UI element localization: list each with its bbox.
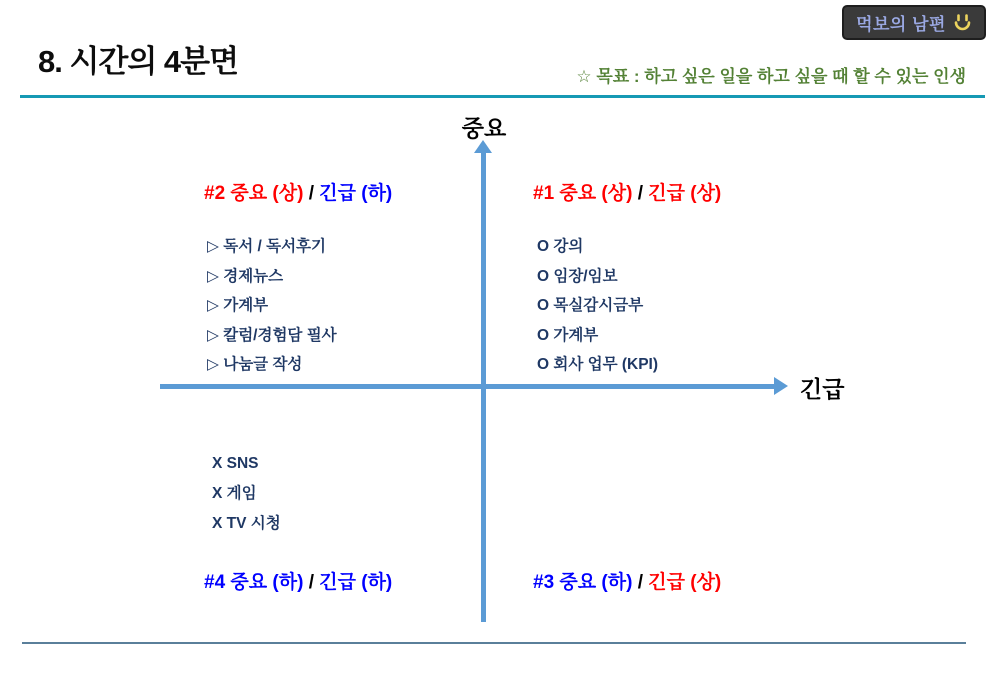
- quadrant4-heading-part2: 긴급 (하): [319, 572, 393, 593]
- goal-subtitle: ☆ 목표 : 하고 싶은 일을 하고 싶을 때 할 수 있는 인생: [576, 67, 966, 86]
- smiley-icon: [953, 13, 972, 32]
- quadrant2-heading-part2: 긴급 (하): [319, 183, 393, 204]
- quadrant3-heading-sep: /: [632, 572, 649, 593]
- list-item: O 목실감시금부: [537, 297, 644, 315]
- page-title: 8. 시간의 4분면: [38, 44, 239, 79]
- quadrant1-heading-part1: #1 중요 (상): [533, 183, 633, 204]
- quadrant4-heading-part1: #4 중요 (하): [204, 572, 304, 593]
- quadrant4-heading-sep: /: [303, 572, 320, 593]
- list-item: O 강의: [537, 238, 584, 255]
- list-item: O 임장/임보: [537, 267, 618, 285]
- quadrant2-heading-part1: #2 중요 (상): [204, 183, 304, 204]
- quadrant3-heading: [533, 567, 721, 594]
- logo-text: 먹보의 남편: [856, 15, 946, 34]
- list-item: X 게임: [212, 485, 257, 502]
- quadrant1-heading-sep: /: [632, 183, 649, 204]
- list-item: ▷ 나눔글 작성: [207, 356, 303, 374]
- list-item: O 가계부: [537, 326, 599, 344]
- quadrant1-heading: [533, 178, 721, 205]
- quadrant2-heading: [204, 178, 392, 205]
- list-item: ▷ 칼럼/경험담 필사: [207, 326, 337, 344]
- quadrant1-list: [537, 232, 658, 380]
- list-item: ▷ 경제뉴스: [207, 267, 284, 285]
- quadrant3-heading-part1: #3 중요 (하): [533, 572, 633, 593]
- list-item: O 회사 업무 (KPI): [537, 356, 659, 374]
- quadrant4-heading: [204, 567, 392, 594]
- list-item: ▷ 독서 / 독서후기: [207, 238, 326, 255]
- y-axis-label: 중요: [461, 115, 507, 141]
- header-divider: [20, 95, 985, 98]
- quadrant1-heading-part2: 긴급 (상): [648, 183, 722, 204]
- quadrant3-heading-part2: 긴급 (상): [648, 572, 722, 593]
- x-axis-label: 긴급: [800, 376, 845, 402]
- x-axis-line: [160, 384, 775, 389]
- logo-badge: [842, 5, 986, 40]
- footer-divider: [22, 642, 966, 644]
- quadrant2-heading-sep: /: [303, 183, 320, 204]
- quadrant2-list: [207, 232, 337, 380]
- x-axis-arrowhead-icon: [774, 377, 788, 395]
- list-item: ▷ 가계부: [207, 297, 269, 315]
- quadrant4-list: [212, 449, 281, 539]
- list-item: X SNS: [212, 455, 259, 472]
- list-item: X TV 시청: [212, 515, 281, 532]
